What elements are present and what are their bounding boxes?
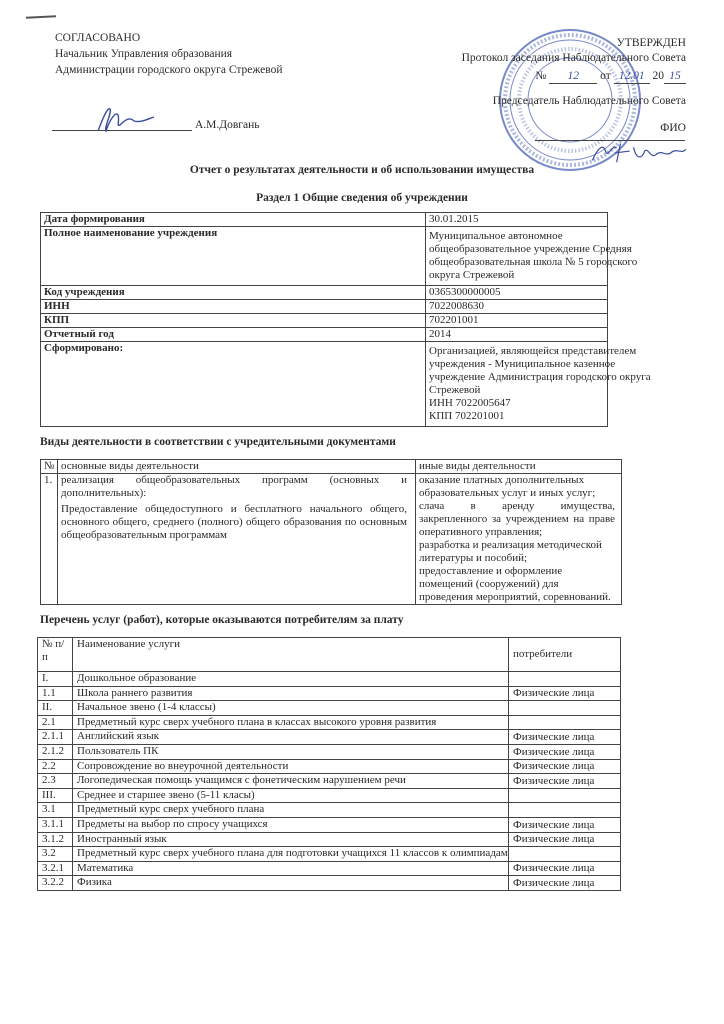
info-value-line: Муниципальное автономное <box>429 230 563 242</box>
year-prefix: 20 <box>652 70 664 82</box>
header-main-activities: основные виды деятельности <box>58 460 416 474</box>
info-value <box>426 328 608 342</box>
service-consumer: Физические лица <box>509 686 621 701</box>
main-activities <box>58 474 416 605</box>
info-row <box>41 328 608 342</box>
section-title: Раздел 1 Общие сведения об учреждении <box>256 192 468 204</box>
approval-right <box>462 36 686 136</box>
info-value-line: общеобразовательная школа № 5 городского <box>429 256 638 268</box>
services-heading: Перечень услуг (работ), которые оказываются потребителям за плату <box>40 614 404 626</box>
info-value-line: Организацией, являющейся представителем <box>429 345 637 357</box>
info-value-line: 2014 <box>429 328 451 340</box>
service-number: III. <box>38 788 73 803</box>
info-label: КПП <box>41 314 426 328</box>
service-number: II. <box>38 701 73 716</box>
service-consumer: Физические лица <box>509 876 621 891</box>
activities-header-row <box>41 460 622 474</box>
service-number: 2.1.2 <box>38 744 73 759</box>
service-name: Предметный курс сверх учебного плана <box>73 803 509 818</box>
service-row <box>38 730 621 745</box>
service-name: Иностранный язык <box>73 832 509 847</box>
approval-left-line2: Администрации городского округа Стрежевой <box>55 64 283 76</box>
other-activity-1: оказание платных дополнительных образовательных услуг и иных услуг; <box>419 474 596 499</box>
service-row <box>38 803 621 818</box>
info-label: Полное наименование учреждения <box>41 227 426 286</box>
service-name: Предметный курс сверх учебного плана для подготовки учащихся 11 классов к олимпиадам <box>73 847 509 862</box>
protocol-date: 12.01 <box>614 69 650 84</box>
other-activities <box>416 474 622 605</box>
service-row <box>38 774 621 789</box>
protocol-line: Протокол заседания Наблюдательного Совета <box>461 52 686 64</box>
service-row <box>38 715 621 730</box>
service-row <box>38 759 621 774</box>
header-consumers: потребители <box>509 638 621 672</box>
service-number: 2.2 <box>38 759 73 774</box>
service-name: Пользователь ПК <box>73 744 509 759</box>
info-value-line: КПП 702201001 <box>429 410 505 422</box>
service-name: Дошкольное образование <box>73 672 509 687</box>
service-number: 3.2 <box>38 847 73 862</box>
service-consumer <box>509 701 621 716</box>
other-activity-3: разработка и реализация методической литературы и пособий; <box>419 539 602 564</box>
service-consumer: Физические лица <box>509 817 621 832</box>
service-name: Предметы на выбор по спросу учащихся <box>73 817 509 832</box>
service-row <box>38 686 621 701</box>
corner-mark <box>26 15 56 19</box>
service-row <box>38 876 621 891</box>
info-value-line: 30.01.2015 <box>429 213 479 225</box>
service-row <box>38 847 621 862</box>
info-label: Дата формирования <box>41 213 426 227</box>
service-row <box>38 788 621 803</box>
info-row <box>41 300 608 314</box>
service-number: 2.1.1 <box>38 730 73 745</box>
protocol-number-line <box>462 69 686 84</box>
main-activity-2: Предоставление общедоступного и бесплатного начального общего, основного общего, среднего (полного) общего образования по основным общеобразовательным программам <box>61 503 407 541</box>
info-value-line: округа Стрежевой <box>429 269 515 281</box>
services-header-row <box>38 638 621 672</box>
signature-right <box>585 138 695 166</box>
header-service-name: Наименование услуги <box>73 638 509 672</box>
service-name: Сопровождение во внеурочной деятельности <box>73 759 509 774</box>
service-number: I. <box>38 672 73 687</box>
service-row <box>38 832 621 847</box>
service-number: 2.3 <box>38 774 73 789</box>
service-row <box>38 744 621 759</box>
number-label: № <box>535 70 547 82</box>
info-value <box>426 213 608 227</box>
report-body <box>37 212 651 891</box>
service-consumer: Физические лица <box>509 832 621 847</box>
info-label: Сформировано: <box>41 342 426 427</box>
service-number: 3.2.1 <box>38 861 73 876</box>
service-name: Математика <box>73 861 509 876</box>
service-name: Логопедическая помощь учащимся с фонетическим нарушением речи <box>73 774 509 789</box>
info-value-line: Стрежевой <box>429 384 481 396</box>
activities-row <box>41 474 622 605</box>
approved-heading: УТВЕРЖДЕН <box>616 37 686 49</box>
info-value-line: 702201001 <box>429 314 479 326</box>
service-consumer <box>509 715 621 730</box>
info-value-line: учреждение Администрация городского округа <box>429 371 651 383</box>
service-number: 2.1 <box>38 715 73 730</box>
protocol-number: 12 <box>549 69 597 84</box>
info-value <box>426 342 651 427</box>
header-number: № <box>41 460 58 474</box>
info-row <box>41 227 608 286</box>
general-info-table <box>40 212 651 427</box>
main-activity-1: реализация общеобразовательных программ (основных и дополнительных): <box>61 474 407 499</box>
service-number: 3.1.2 <box>38 832 73 847</box>
protocol-year: 15 <box>664 69 686 84</box>
info-value-line: ИНН 7022005647 <box>429 397 511 409</box>
service-name: Предметный курс сверх учебного плана в классах высокого уровня развития <box>73 715 509 730</box>
service-number: 3.1.1 <box>38 817 73 832</box>
service-number: 3.1 <box>38 803 73 818</box>
services-table <box>37 637 621 891</box>
approval-left-heading: СОГЛАСОВАНО <box>55 32 141 44</box>
info-row <box>41 314 608 328</box>
service-consumer <box>509 672 621 687</box>
info-value <box>426 314 608 328</box>
service-consumer: Физические лица <box>509 774 621 789</box>
service-consumer: Физические лица <box>509 730 621 745</box>
info-value <box>426 227 638 286</box>
service-consumer <box>509 788 621 803</box>
service-name: Английский язык <box>73 730 509 745</box>
service-consumer <box>509 803 621 818</box>
header-number: № п/п <box>38 638 73 672</box>
info-value-line: учреждения - Муниципальное казенное <box>429 358 616 370</box>
other-activity-2: слача в аренду имущества, закрепленного за учреждением на праве оперативного управления; <box>419 500 615 538</box>
service-consumer <box>509 847 621 862</box>
info-label: Отчетный год <box>41 328 426 342</box>
service-row <box>38 817 621 832</box>
service-row <box>38 672 621 687</box>
info-label: ИНН <box>41 300 426 314</box>
service-consumer: Физические лица <box>509 861 621 876</box>
info-value-line: 7022008630 <box>429 300 484 312</box>
activities-table <box>40 459 622 605</box>
date-label: от <box>600 70 611 82</box>
service-name: Среднее и старшее звено (5-11 класы) <box>73 788 509 803</box>
chair-line: Председатель Наблюдательного Совета <box>492 95 686 107</box>
info-value-line: общеобразовательное учреждение Средняя <box>429 243 632 255</box>
service-row <box>38 701 621 716</box>
service-number: 1.1 <box>38 686 73 701</box>
service-name: Начальное звено (1-4 классы) <box>73 701 509 716</box>
other-activity-4: предоставление и оформление помещений (сооружений) для проведения мероприятий, соревнований. <box>419 565 611 603</box>
service-row <box>38 861 621 876</box>
info-label: Код учреждения <box>41 286 426 300</box>
header-other-activities: иные виды деятельности <box>416 460 622 474</box>
service-consumer: Физические лица <box>509 744 621 759</box>
info-row <box>41 213 608 227</box>
activities-heading: Виды деятельности в соответствии с учредительными документами <box>40 436 396 448</box>
signer-name-left: А.М.Довгань <box>195 119 260 131</box>
info-value <box>426 286 608 300</box>
info-row <box>41 342 608 427</box>
approval-left <box>55 30 283 78</box>
signature-left <box>90 105 170 135</box>
service-name: Школа раннего развития <box>73 686 509 701</box>
report-title: Отчет о результатах деятельности и об использовании имущества <box>189 164 535 176</box>
approval-left-line1: Начальник Управления образования <box>55 48 233 60</box>
service-consumer: Физические лица <box>509 759 621 774</box>
service-number: 3.2.2 <box>38 876 73 891</box>
info-value <box>426 300 608 314</box>
info-value-line: 0365300000005 <box>429 286 501 298</box>
fio-label: ФИО <box>660 122 686 134</box>
service-name: Физика <box>73 876 509 891</box>
info-row <box>41 286 608 300</box>
activity-number: 1. <box>41 474 58 605</box>
